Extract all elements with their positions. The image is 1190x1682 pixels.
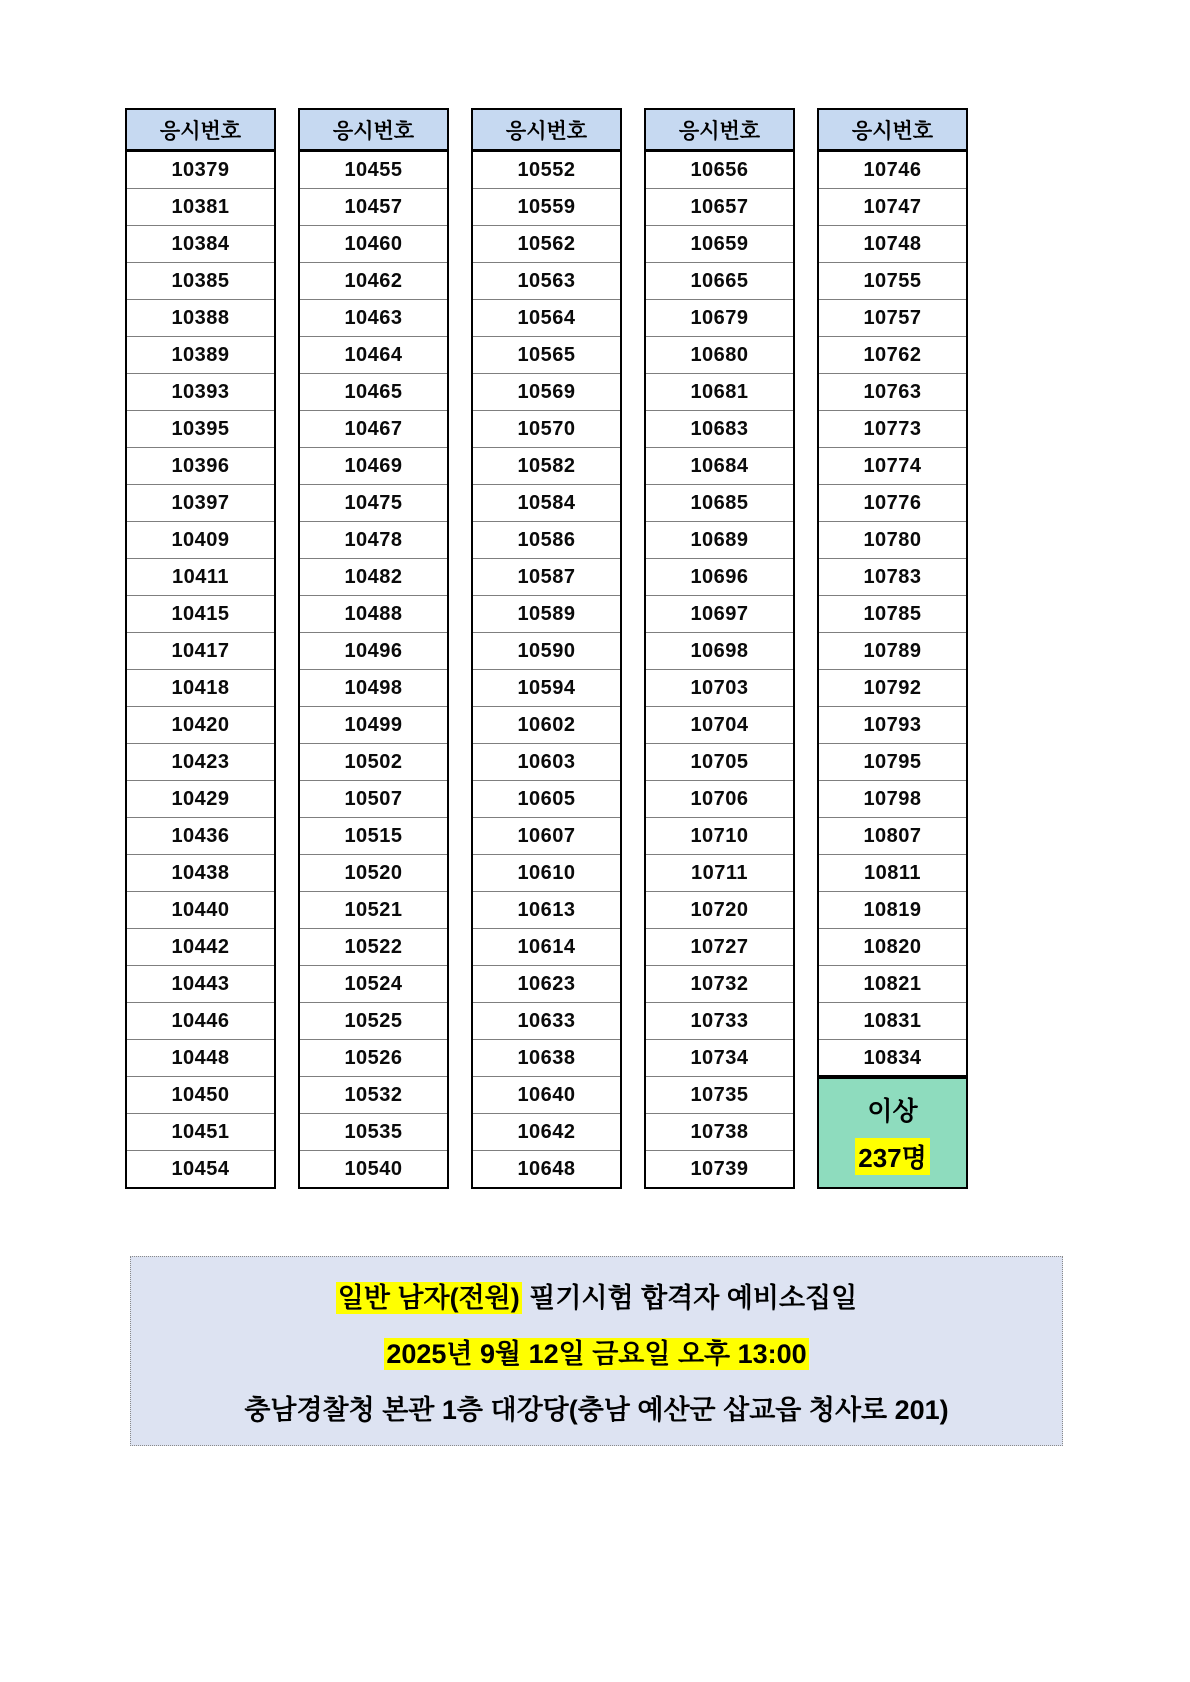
- candidate-number-cell: 10423: [127, 743, 274, 780]
- candidate-number-cell: 10607: [473, 817, 620, 854]
- candidate-number-cell: 10463: [300, 299, 447, 336]
- column-header: 응시번호: [473, 110, 620, 151]
- candidate-number-cell: 10821: [819, 965, 966, 1002]
- candidate-number-cell: 10734: [646, 1039, 793, 1076]
- candidate-number-cell: 10780: [819, 521, 966, 558]
- candidate-table-5: [817, 108, 968, 1189]
- candidate-number-cell: 10563: [473, 262, 620, 299]
- candidate-number-cell: 10454: [127, 1150, 274, 1187]
- candidate-number-cell: 10478: [300, 521, 447, 558]
- candidate-number-cell: 10762: [819, 336, 966, 373]
- candidate-number-cell: 10656: [646, 151, 793, 188]
- candidate-number-cell: 10429: [127, 780, 274, 817]
- candidate-number-cell: 10559: [473, 188, 620, 225]
- candidate-number-cell: 10640: [473, 1076, 620, 1113]
- candidate-rows: [646, 151, 793, 1187]
- candidate-number-cell: 10727: [646, 928, 793, 965]
- candidate-number-cell: 10795: [819, 743, 966, 780]
- candidate-number-cell: 10442: [127, 928, 274, 965]
- candidate-number-cell: 10465: [300, 373, 447, 410]
- total-summary-label: 이상: [867, 1096, 918, 1126]
- candidate-number-cell: 10420: [127, 706, 274, 743]
- candidate-number-cell: 10739: [646, 1150, 793, 1187]
- candidate-number-cell: 10679: [646, 299, 793, 336]
- candidate-number-cell: 10623: [473, 965, 620, 1002]
- candidate-number-cell: 10831: [819, 1002, 966, 1039]
- candidate-number-cell: 10681: [646, 373, 793, 410]
- candidate-number-cell: 10564: [473, 299, 620, 336]
- notice-datetime-line: [384, 1332, 808, 1371]
- candidate-number-cell: 10735: [646, 1076, 793, 1113]
- candidate-number-cell: 10789: [819, 632, 966, 669]
- candidate-number-cell: 10499: [300, 706, 447, 743]
- candidate-number-cell: 10521: [300, 891, 447, 928]
- candidate-number-cell: 10520: [300, 854, 447, 891]
- column-header: 응시번호: [127, 110, 274, 151]
- total-count-badge: 237명: [855, 1138, 930, 1175]
- candidate-number-cell: 10469: [300, 447, 447, 484]
- candidate-number-cell: 10415: [127, 595, 274, 632]
- candidate-number-cell: 10381: [127, 188, 274, 225]
- candidate-number-cell: 10704: [646, 706, 793, 743]
- candidate-number-cell: 10776: [819, 484, 966, 521]
- candidate-number-cell: 10467: [300, 410, 447, 447]
- candidate-number-cell: 10515: [300, 817, 447, 854]
- candidate-number-cell: 10522: [300, 928, 447, 965]
- candidate-number-cell: 10436: [127, 817, 274, 854]
- candidate-number-cell: 10570: [473, 410, 620, 447]
- candidate-number-cell: 10811: [819, 854, 966, 891]
- candidate-number-cell: 10589: [473, 595, 620, 632]
- candidate-number-cell: 10638: [473, 1039, 620, 1076]
- candidate-rows: [127, 151, 274, 1187]
- candidate-number-cell: 10411: [127, 558, 274, 595]
- candidate-number-cell: 10792: [819, 669, 966, 706]
- candidate-number-cell: 10711: [646, 854, 793, 891]
- candidate-number-cell: 10755: [819, 262, 966, 299]
- candidate-number-cell: 10396: [127, 447, 274, 484]
- candidate-number-cell: 10460: [300, 225, 447, 262]
- candidate-number-cell: 10613: [473, 891, 620, 928]
- candidate-number-cell: 10785: [819, 595, 966, 632]
- candidate-number-cell: 10820: [819, 928, 966, 965]
- candidate-number-cell: 10705: [646, 743, 793, 780]
- candidate-number-cell: 10409: [127, 521, 274, 558]
- candidate-number-cell: 10451: [127, 1113, 274, 1150]
- candidate-number-cell: 10440: [127, 891, 274, 928]
- candidate-number-cell: 10524: [300, 965, 447, 1002]
- notice-title-rest: 필기시험 합격자 예비소집일: [521, 1282, 858, 1313]
- candidate-number-cell: 10417: [127, 632, 274, 669]
- candidate-number-cell: 10819: [819, 891, 966, 928]
- candidate-number-cell: 10610: [473, 854, 620, 891]
- candidate-number-cell: 10697: [646, 595, 793, 632]
- candidate-number-cell: 10703: [646, 669, 793, 706]
- candidate-number-cell: 10748: [819, 225, 966, 262]
- candidate-number-cell: 10684: [646, 447, 793, 484]
- candidate-table-4: [644, 108, 795, 1189]
- candidate-number-cell: 10443: [127, 965, 274, 1002]
- candidate-number-cell: 10397: [127, 484, 274, 521]
- candidate-number-cell: 10683: [646, 410, 793, 447]
- candidate-number-cell: 10602: [473, 706, 620, 743]
- candidate-number-cell: 10389: [127, 336, 274, 373]
- candidate-number-cell: 10746: [819, 151, 966, 188]
- candidate-number-cell: 10665: [646, 262, 793, 299]
- candidate-number-cell: 10774: [819, 447, 966, 484]
- candidate-number-cell: 10603: [473, 743, 620, 780]
- candidate-number-cell: 10462: [300, 262, 447, 299]
- candidate-number-cell: 10384: [127, 225, 274, 262]
- candidate-number-cell: 10526: [300, 1039, 447, 1076]
- candidate-number-cell: 10685: [646, 484, 793, 521]
- candidate-number-cell: 10464: [300, 336, 447, 373]
- candidate-number-cell: 10502: [300, 743, 447, 780]
- candidate-number-cell: 10438: [127, 854, 274, 891]
- candidate-number-cell: 10773: [819, 410, 966, 447]
- notice-box: [130, 1256, 1063, 1446]
- candidate-number-cell: 10738: [646, 1113, 793, 1150]
- candidate-number-cell: 10507: [300, 780, 447, 817]
- candidate-number-cell: 10689: [646, 521, 793, 558]
- candidate-number-cell: 10793: [819, 706, 966, 743]
- candidate-number-cell: 10395: [127, 410, 274, 447]
- candidate-number-cell: 10659: [646, 225, 793, 262]
- candidate-number-cell: 10385: [127, 262, 274, 299]
- column-header: 응시번호: [300, 110, 447, 151]
- candidate-number-cell: 10605: [473, 780, 620, 817]
- candidate-rows: [819, 151, 966, 1076]
- candidate-number-cell: 10594: [473, 669, 620, 706]
- candidate-number-cell: 10757: [819, 299, 966, 336]
- candidate-number-cell: 10710: [646, 817, 793, 854]
- candidate-number-cell: 10783: [819, 558, 966, 595]
- candidate-number-cell: 10482: [300, 558, 447, 595]
- candidate-number-cell: 10565: [473, 336, 620, 373]
- column-header: 응시번호: [646, 110, 793, 151]
- candidate-number-tables: [125, 108, 968, 1189]
- candidate-number-cell: 10587: [473, 558, 620, 595]
- notice-datetime-highlight: 2025년 9월 12일 금요일 오후 13:00: [386, 1338, 807, 1369]
- total-summary-cell: [819, 1076, 966, 1187]
- notice-location-line: 충남경찰청 본관 1층 대강당(충남 예산군 삽교읍 청사로 201): [244, 1394, 949, 1425]
- candidate-number-cell: 10834: [819, 1039, 966, 1076]
- candidate-number-cell: 10552: [473, 151, 620, 188]
- candidate-number-cell: 10590: [473, 632, 620, 669]
- candidate-number-cell: 10614: [473, 928, 620, 965]
- candidate-number-cell: 10496: [300, 632, 447, 669]
- candidate-table-1: [125, 108, 276, 1189]
- candidate-table-2: [298, 108, 449, 1189]
- candidate-number-cell: 10657: [646, 188, 793, 225]
- candidate-number-cell: 10393: [127, 373, 274, 410]
- candidate-number-cell: 10696: [646, 558, 793, 595]
- candidate-number-cell: 10379: [127, 151, 274, 188]
- candidate-number-cell: 10798: [819, 780, 966, 817]
- candidate-number-cell: 10488: [300, 595, 447, 632]
- candidate-number-cell: 10732: [646, 965, 793, 1002]
- candidate-number-cell: 10498: [300, 669, 447, 706]
- candidate-number-cell: 10642: [473, 1113, 620, 1150]
- candidate-number-cell: 10450: [127, 1076, 274, 1113]
- notice-title-line: [336, 1276, 857, 1315]
- candidate-number-cell: 10455: [300, 151, 447, 188]
- candidate-number-cell: 10733: [646, 1002, 793, 1039]
- candidate-number-cell: 10475: [300, 484, 447, 521]
- candidate-rows: [300, 151, 447, 1187]
- candidate-number-cell: 10586: [473, 521, 620, 558]
- candidate-table-3: [471, 108, 622, 1189]
- candidate-number-cell: 10525: [300, 1002, 447, 1039]
- candidate-number-cell: 10698: [646, 632, 793, 669]
- candidate-number-cell: 10807: [819, 817, 966, 854]
- candidate-number-cell: 10720: [646, 891, 793, 928]
- candidate-number-cell: 10446: [127, 1002, 274, 1039]
- candidate-number-cell: 10540: [300, 1150, 447, 1187]
- column-header: 응시번호: [819, 110, 966, 151]
- candidate-number-cell: 10562: [473, 225, 620, 262]
- candidate-number-cell: 10633: [473, 1002, 620, 1039]
- candidate-number-cell: 10680: [646, 336, 793, 373]
- candidate-rows: [473, 151, 620, 1187]
- candidate-number-cell: 10582: [473, 447, 620, 484]
- candidate-number-cell: 10448: [127, 1039, 274, 1076]
- candidate-number-cell: 10763: [819, 373, 966, 410]
- candidate-number-cell: 10569: [473, 373, 620, 410]
- notice-title-highlight: 일반 남자(전원): [337, 1282, 520, 1313]
- candidate-number-cell: 10706: [646, 780, 793, 817]
- candidate-number-cell: 10388: [127, 299, 274, 336]
- candidate-number-cell: 10532: [300, 1076, 447, 1113]
- candidate-number-cell: 10418: [127, 669, 274, 706]
- candidate-number-cell: 10457: [300, 188, 447, 225]
- candidate-number-cell: 10584: [473, 484, 620, 521]
- candidate-number-cell: 10648: [473, 1150, 620, 1187]
- candidate-number-cell: 10747: [819, 188, 966, 225]
- candidate-number-cell: 10535: [300, 1113, 447, 1150]
